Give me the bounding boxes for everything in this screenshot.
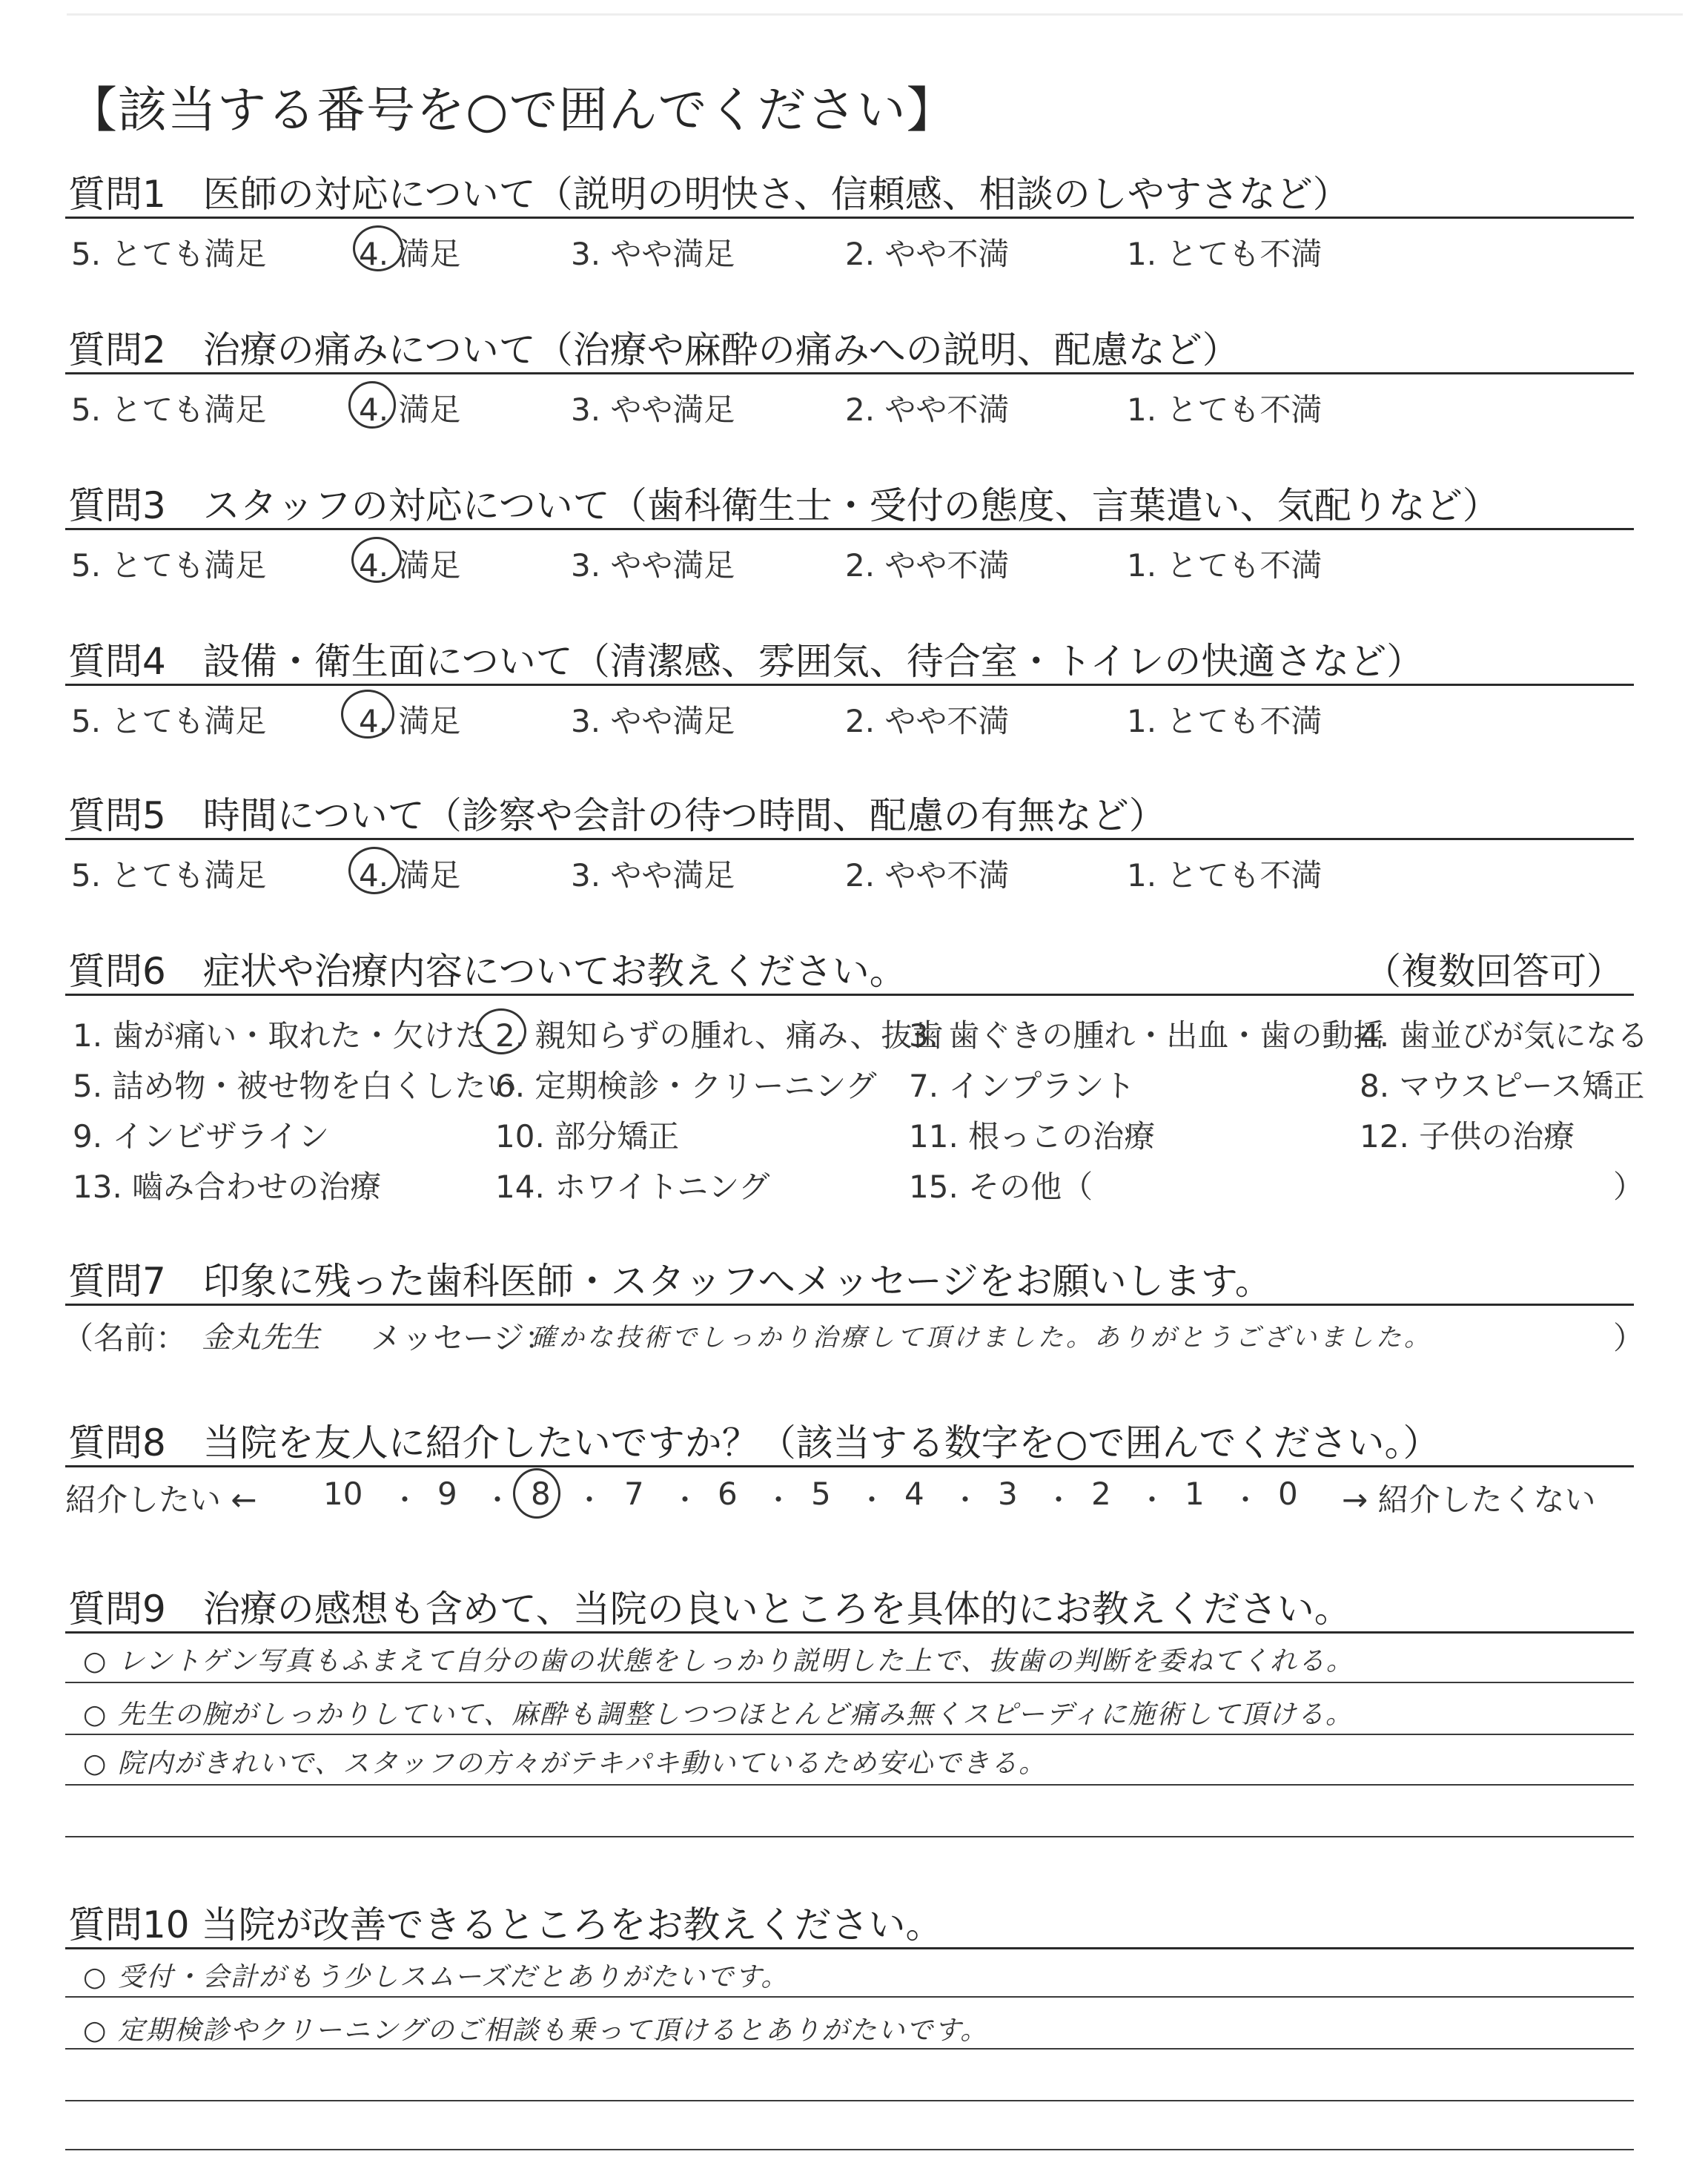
name-value[interactable]: 金丸先生 bbox=[202, 1321, 320, 1355]
selected-circle bbox=[348, 381, 396, 429]
option-3[interactable]: 3. やや満足 bbox=[571, 236, 735, 272]
option-1[interactable]: 1. とても不満 bbox=[1127, 703, 1323, 739]
separator: ・ bbox=[671, 1484, 700, 1516]
option-5[interactable]: 5. とても満足 bbox=[71, 392, 267, 428]
symptom-option[interactable]: 11. 根っこの治療 bbox=[909, 1118, 1156, 1155]
divider bbox=[65, 838, 1634, 840]
scale-number[interactable]: 9 bbox=[437, 1476, 457, 1512]
divider bbox=[65, 372, 1634, 374]
other-close-paren: ） bbox=[1613, 1169, 1645, 1205]
option-2[interactable]: 2. やや不満 bbox=[845, 392, 1010, 428]
scale-number[interactable]: 3 bbox=[998, 1476, 1018, 1512]
answer-rule bbox=[65, 2048, 1634, 2050]
answer-rule bbox=[65, 2100, 1634, 2101]
symptom-option[interactable]: 5. 詰め物・被せ物を白くしたい bbox=[73, 1068, 517, 1104]
scale-number[interactable]: 0 bbox=[1278, 1476, 1298, 1512]
scale-number[interactable]: 5 bbox=[811, 1476, 831, 1512]
multi-answer-note: （複数回答可） bbox=[1364, 950, 1623, 993]
answer-rule bbox=[65, 1682, 1634, 1683]
divider bbox=[65, 1304, 1634, 1306]
page-title: 【該当する番号を○で囲んでください】 bbox=[68, 82, 956, 139]
option-2[interactable]: 2. やや不満 bbox=[845, 857, 1010, 894]
scale-number[interactable]: 1 bbox=[1185, 1476, 1205, 1512]
option-5[interactable]: 5. とても満足 bbox=[71, 857, 267, 894]
divider bbox=[65, 217, 1634, 219]
scan-edge bbox=[67, 13, 1683, 16]
symptom-option[interactable]: 1. 歯が痛い・取れた・欠けた bbox=[73, 1017, 486, 1054]
separator: ・ bbox=[951, 1484, 980, 1516]
recommend-right-label: → 紹介したくない bbox=[1342, 1482, 1596, 1518]
message-value[interactable]: 確かな技術でしっかり治療して頂けました。ありがとうございました。 bbox=[531, 1323, 1432, 1353]
name-label: （名前： bbox=[62, 1320, 188, 1356]
answer-rule bbox=[65, 1734, 1634, 1735]
separator: ・ bbox=[575, 1484, 604, 1516]
divider bbox=[65, 994, 1634, 996]
answer-line[interactable]: ○ 院内がきれいで、スタッフの方々がテキパキ動いているため安心できる。 bbox=[83, 1748, 1047, 1779]
question-title: 質問7 印象に残った歯科医師・スタッフへメッセージをお願いします。 bbox=[68, 1260, 1272, 1303]
answer-line[interactable]: ○ 先生の腕がしっかりしていて、麻酔も調整しつつほとんど痛み無くスピーディに施術して頂ける。 bbox=[83, 1700, 1354, 1730]
symptom-option[interactable]: 13. 嚙み合わせの治療 bbox=[73, 1169, 382, 1205]
symptom-option[interactable]: 10. 部分矯正 bbox=[495, 1118, 680, 1155]
answer-rule bbox=[65, 1996, 1634, 1998]
option-3[interactable]: 3. やや満足 bbox=[571, 392, 735, 428]
selected-circle bbox=[341, 690, 394, 739]
option-1[interactable]: 1. とても不満 bbox=[1127, 857, 1323, 894]
separator: ・ bbox=[391, 1484, 420, 1516]
option-2[interactable]: 2. やや不満 bbox=[845, 547, 1010, 584]
separator: ・ bbox=[858, 1484, 887, 1516]
scale-number[interactable]: 7 bbox=[624, 1476, 644, 1512]
answer-line[interactable]: ○ 受付・会計がもう少しスムーズだとありがたいです。 bbox=[83, 1962, 790, 1992]
option-5[interactable]: 5. とても満足 bbox=[71, 547, 267, 584]
option-1[interactable]: 1. とても不満 bbox=[1127, 547, 1323, 584]
symptom-option[interactable]: 6. 定期検診・クリーニング bbox=[495, 1068, 877, 1104]
question-title: 質問3 スタッフの対応について（歯科衛生士・受付の態度、言葉遣い、気配りなど） bbox=[68, 484, 1500, 527]
option-4[interactable]: 4. 満足 bbox=[359, 703, 461, 739]
option-4[interactable]: 4. 満足 bbox=[359, 547, 461, 584]
symptom-option[interactable]: 7. インプラント bbox=[909, 1068, 1136, 1104]
scale-number[interactable]: 2 bbox=[1091, 1476, 1111, 1512]
answer-rule bbox=[65, 1784, 1634, 1786]
option-3[interactable]: 3. やや満足 bbox=[571, 547, 735, 584]
recommend-left-label: 紹介したい ← bbox=[65, 1482, 257, 1518]
divider bbox=[65, 684, 1634, 686]
option-3[interactable]: 3. やや満足 bbox=[571, 703, 735, 739]
option-3[interactable]: 3. やや満足 bbox=[571, 857, 735, 894]
option-2[interactable]: 2. やや不満 bbox=[845, 703, 1010, 739]
divider bbox=[65, 1631, 1634, 1634]
scale-number[interactable]: 8 bbox=[531, 1476, 551, 1512]
selected-circle bbox=[513, 1468, 560, 1519]
separator: ・ bbox=[1138, 1484, 1167, 1516]
symptom-option[interactable]: 14. ホワイトニング bbox=[495, 1169, 770, 1205]
symptom-option[interactable]: 9. インビザライン bbox=[73, 1118, 330, 1155]
question-title: 質問2 治療の痛みについて（治療や麻酔の痛みへの説明、配慮など） bbox=[68, 328, 1239, 371]
selected-circle bbox=[351, 537, 402, 583]
question-title: 質問1 医師の対応について（説明の明快さ、信頼感、相談のしやすさなど） bbox=[68, 173, 1350, 216]
scale-number[interactable]: 10 bbox=[323, 1476, 363, 1512]
option-1[interactable]: 1. とても不満 bbox=[1127, 392, 1323, 428]
symptom-option[interactable]: 3. 歯ぐきの腫れ・出血・歯の動揺 bbox=[909, 1017, 1385, 1054]
option-1[interactable]: 1. とても不満 bbox=[1127, 236, 1323, 272]
question-title: 質問4 設備・衛生面について（清潔感、雰囲気、待合室・トイレの快適さなど） bbox=[68, 640, 1424, 683]
separator: ・ bbox=[764, 1484, 793, 1516]
symptom-option[interactable]: 15. その他（ bbox=[909, 1169, 1093, 1205]
option-5[interactable]: 5. とても満足 bbox=[71, 703, 267, 739]
scale-number[interactable]: 4 bbox=[904, 1476, 924, 1512]
option-4[interactable]: 4. 満足 bbox=[359, 236, 461, 272]
answer-line[interactable]: ○ 定期検診やクリーニングのご相談も乗って頂けるとありがたいです。 bbox=[83, 2015, 989, 2046]
message-close-paren: ） bbox=[1613, 1320, 1645, 1356]
symptom-option[interactable]: 12. 子供の治療 bbox=[1360, 1118, 1575, 1155]
divider bbox=[65, 1465, 1634, 1467]
scale-number[interactable]: 6 bbox=[718, 1476, 738, 1512]
option-2[interactable]: 2. やや不満 bbox=[845, 236, 1010, 272]
separator: ・ bbox=[1231, 1484, 1260, 1516]
symptom-option[interactable]: 8. マウスピース矯正 bbox=[1360, 1068, 1645, 1104]
separator: ・ bbox=[483, 1484, 512, 1516]
question-title: 質問8 当院を友人に紹介したいですか？（該当する数字を○で囲んでください。） bbox=[68, 1421, 1440, 1464]
question-title: 質問10 当院が改善できるところをお教えください。 bbox=[68, 1903, 943, 1946]
answer-rule bbox=[65, 1836, 1634, 1837]
symptom-option[interactable]: 2. 親知らずの腫れ、痛み、抜歯 bbox=[495, 1017, 944, 1054]
message-label: メッセージ： bbox=[371, 1320, 556, 1356]
divider bbox=[65, 528, 1634, 530]
separator: ・ bbox=[1045, 1484, 1073, 1516]
selected-circle bbox=[348, 847, 400, 894]
selected-circle bbox=[353, 225, 403, 271]
question-title: 質問9 治療の感想も含めて、当院の良いところを具体的にお教えください。 bbox=[68, 1588, 1351, 1631]
question-title: 質問5 時間について（診察や会計の待つ時間、配慮の有無など） bbox=[68, 794, 1166, 837]
question-title: 質問6 症状や治療内容についてお教えください。 bbox=[68, 950, 907, 993]
option-4[interactable]: 4. 満足 bbox=[359, 392, 461, 428]
option-5[interactable]: 5. とても満足 bbox=[71, 236, 267, 272]
divider bbox=[65, 1947, 1634, 1949]
selected-circle bbox=[476, 1008, 526, 1054]
answer-rule bbox=[65, 2149, 1634, 2150]
answer-line[interactable]: ○ レントゲン写真もふまえて自分の歯の状態をしっかり説明した上で、抜歯の判断を委ねてくれる。 bbox=[83, 1646, 1354, 1677]
symptom-option[interactable]: 4. 歯並びが気になる bbox=[1360, 1017, 1649, 1054]
option-4[interactable]: 4. 満足 bbox=[359, 857, 461, 894]
